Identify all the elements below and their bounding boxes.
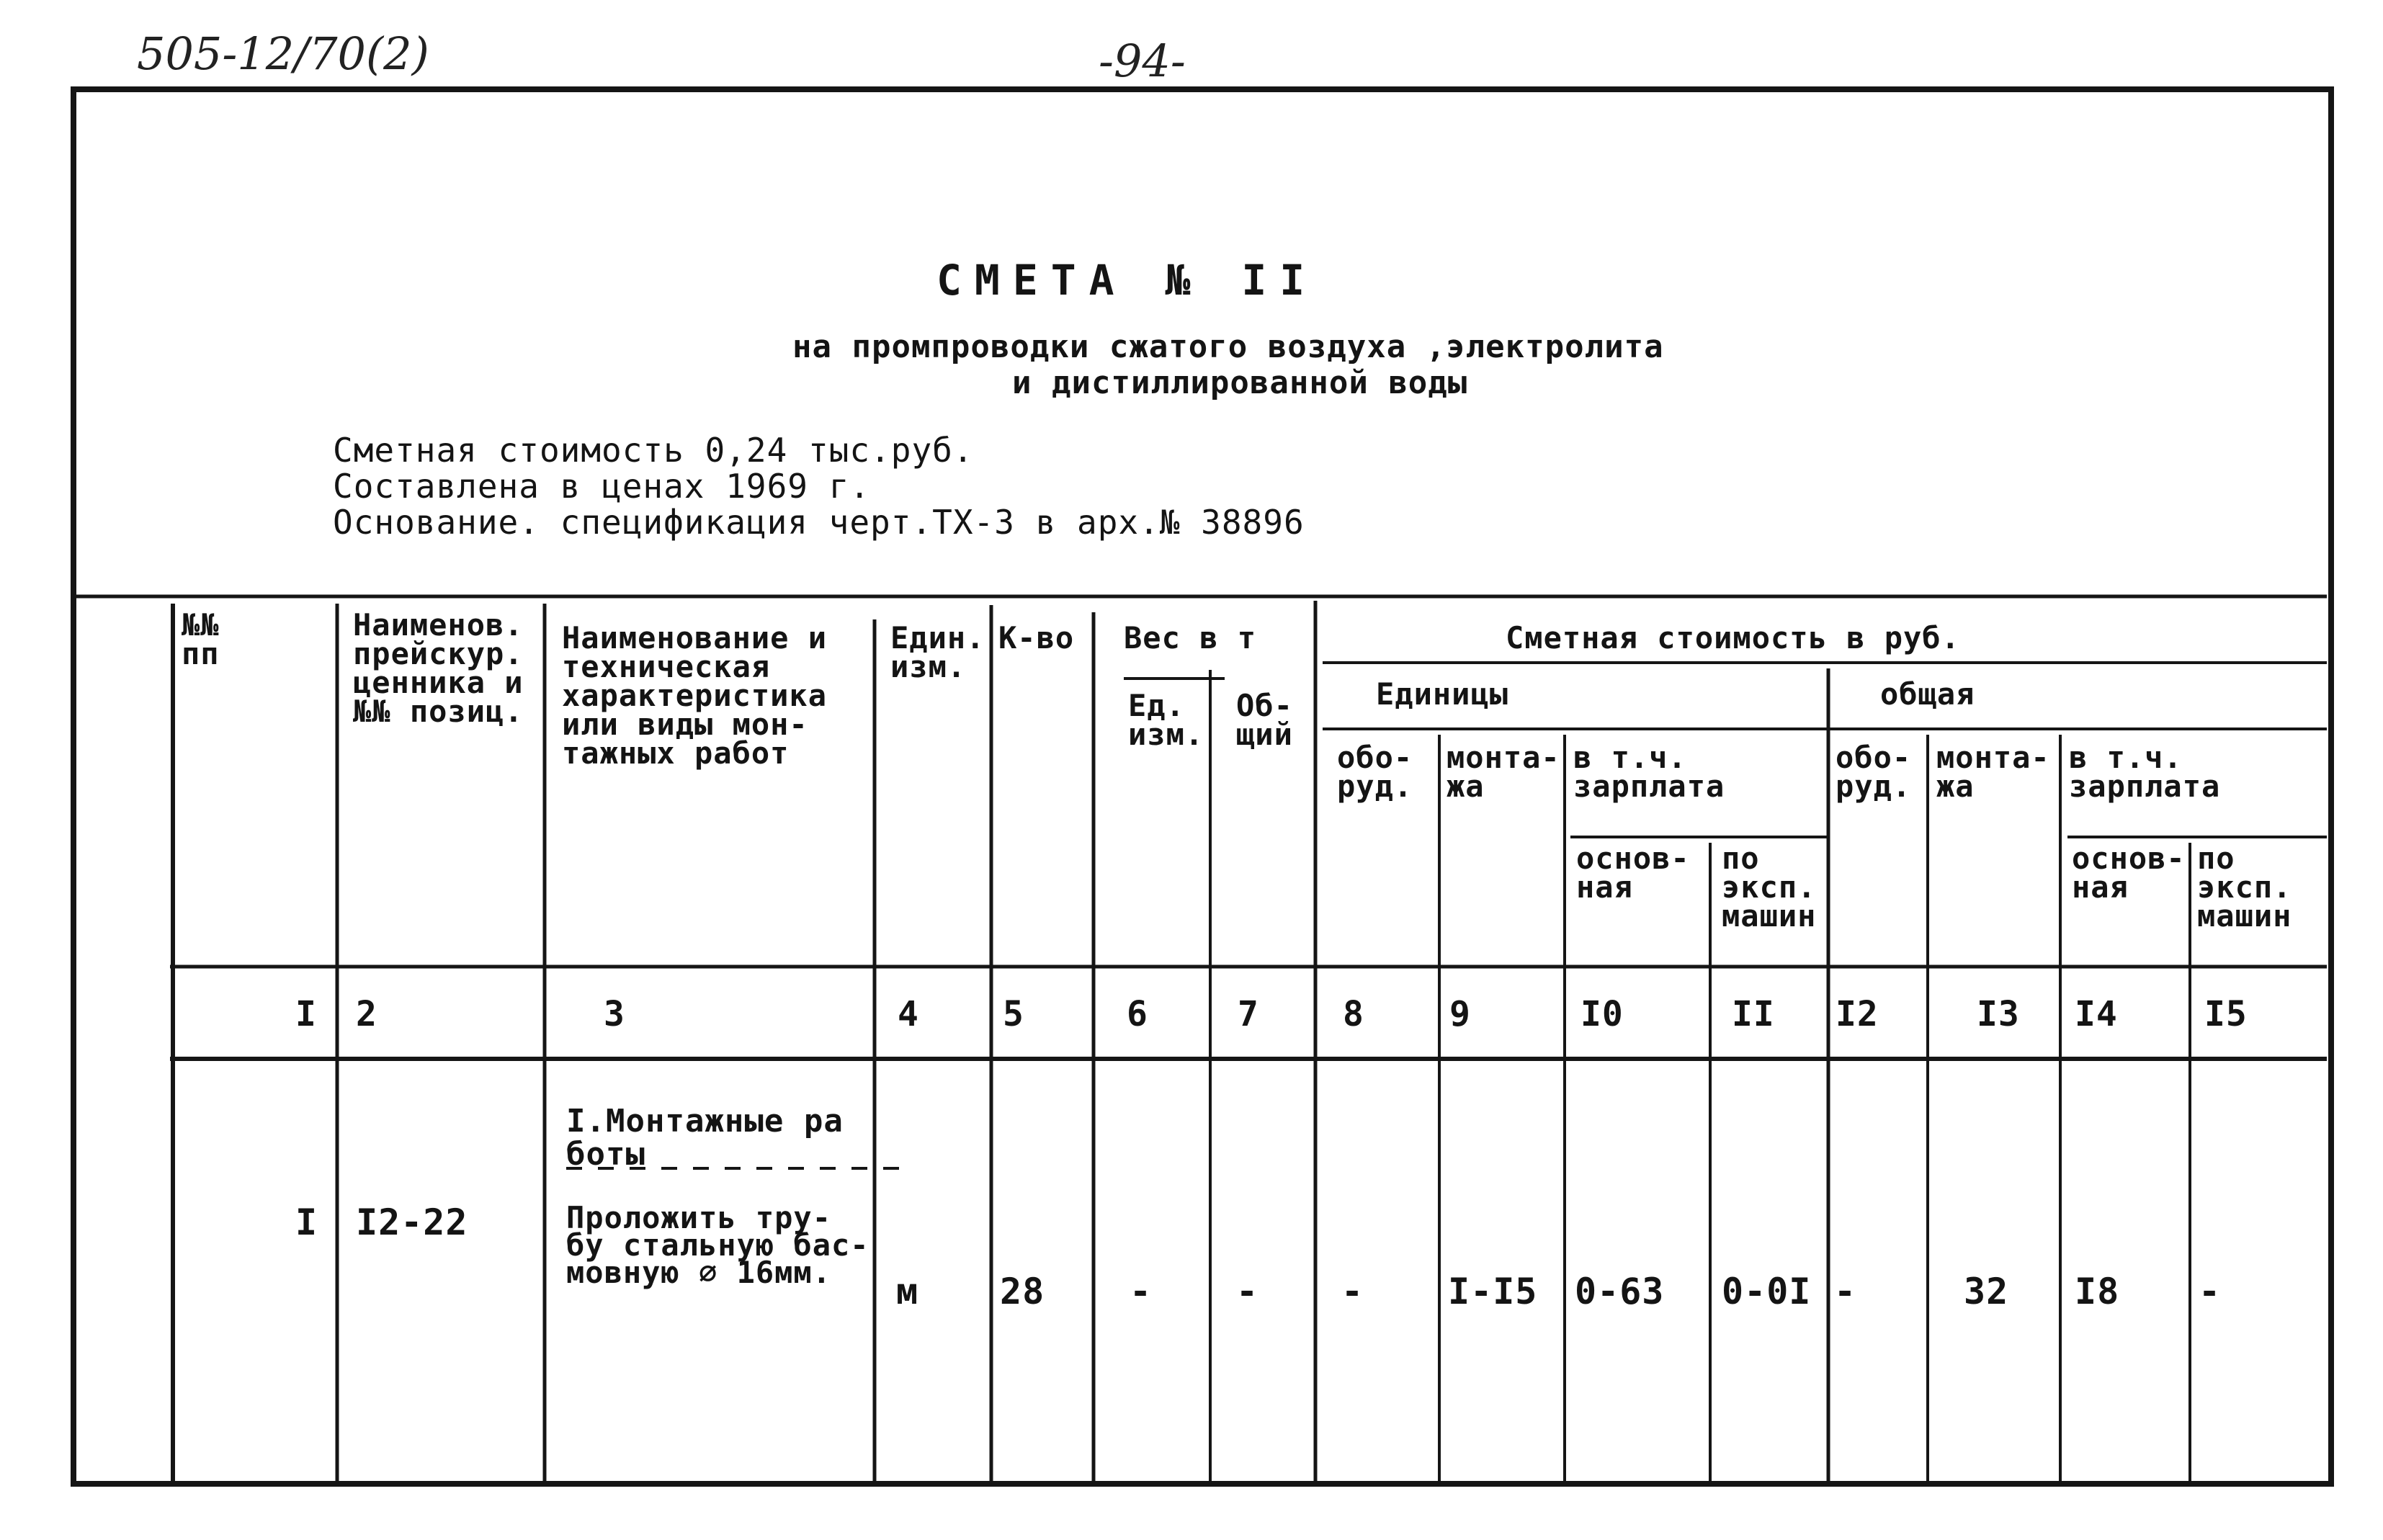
col-header-description: Наименование и техническая характеристика или виды мон- тажных работ [562,620,828,771]
estimate-subtitle-line-2: и дистиллированной воды [1012,364,1468,401]
column-number: 3 [604,994,625,1034]
col-header-total-equipment: обо- руд. [1836,740,1912,804]
row-unit-wage-machines: 0-0I [1722,1271,1812,1312]
col-header-quantity: К-во [998,620,1075,655]
row-unit-equipment: - [1341,1271,1364,1312]
col-header-cost-group: Сметная стоимость в руб. [1506,620,1960,655]
estimate-subtitle-line-1: на промпроводки сжатого воздуха ,электролита [792,328,1664,365]
col-header-unit-installation: монта- жа [1447,740,1560,804]
estimate-basis: Основание. спецификация черт.ТХ-3 в арх.№ 38896 [333,503,1305,542]
row-total-wage-main: I8 [2075,1271,2120,1312]
row-number: I [295,1201,318,1243]
row-unit: м [896,1271,919,1312]
col-header-total-wage-machines: по эксп. машин [2197,841,2292,934]
col-header-total-wage-main: основ- ная [2072,841,2186,905]
column-number: I4 [2075,994,2118,1034]
page-number: -94- [1099,35,1186,87]
column-number: I0 [1581,994,1624,1034]
col-header-unit-wage-main: основ- ная [1576,841,1690,905]
column-number: I5 [2204,994,2248,1034]
col-header-unit-wage: в т.ч. зарплата [1573,740,1725,804]
col-header-unit-equipment: обо- руд. [1337,740,1413,804]
column-number: 2 [356,994,377,1034]
col-header-total-installation: монта- жа [1936,740,2050,804]
column-number: 8 [1343,994,1364,1034]
column-number: I3 [1977,994,2020,1034]
row-weight-total: - [1236,1271,1259,1312]
column-number: I [295,994,317,1034]
estimated-cost: Сметная стоимость 0,24 тыс.руб. [333,431,974,470]
column-number: I2 [1836,994,1879,1034]
row-total-installation: 32 [1964,1271,2009,1312]
row-unit-wage-main: 0-63 [1575,1271,1665,1312]
price-basis-year: Составлена в ценах 1969 г. [333,467,871,506]
col-header-number: №№ пп [182,607,220,671]
row-total-equipment: - [1834,1271,1857,1312]
column-number: II [1732,994,1775,1034]
section-title: I.Монтажные ра боты [566,1103,844,1173]
row-price-code: I2-22 [356,1201,468,1243]
col-header-unit-group: Единицы [1376,676,1509,712]
col-header-weight-group: Вес в т [1124,620,1257,655]
column-number: 6 [1127,994,1148,1034]
col-header-weight-total: Об- щий [1236,688,1293,752]
column-number: 7 [1238,994,1259,1034]
estimate-title: СМЕТА № II [936,256,1318,305]
document-reference-handwritten: 505-12/70(2) [137,27,429,80]
col-header-total-group: общая [1880,676,1975,712]
col-header-weight-unit: Ед. изм. [1128,688,1204,752]
column-number: 4 [898,994,919,1034]
row-description: Проложить тру- бу стальную бас- мовную ∅ 16мм. [566,1200,869,1290]
column-number: 5 [1003,994,1024,1034]
col-header-total-wage: в т.ч. зарплата [2069,740,2221,804]
row-weight-unit: - [1130,1271,1153,1312]
col-header-price-list: Наименов. прейскур. ценника и №№ позиц. [353,607,524,729]
column-number: 9 [1449,994,1471,1034]
row-quantity: 28 [1000,1271,1045,1312]
row-unit-installation: I-I5 [1448,1271,1538,1312]
col-header-unit-wage-machines: по эксп. машин [1722,841,1817,934]
col-header-unit: Един. изм. [890,620,985,684]
row-total-wage-machines: - [2199,1271,2222,1312]
